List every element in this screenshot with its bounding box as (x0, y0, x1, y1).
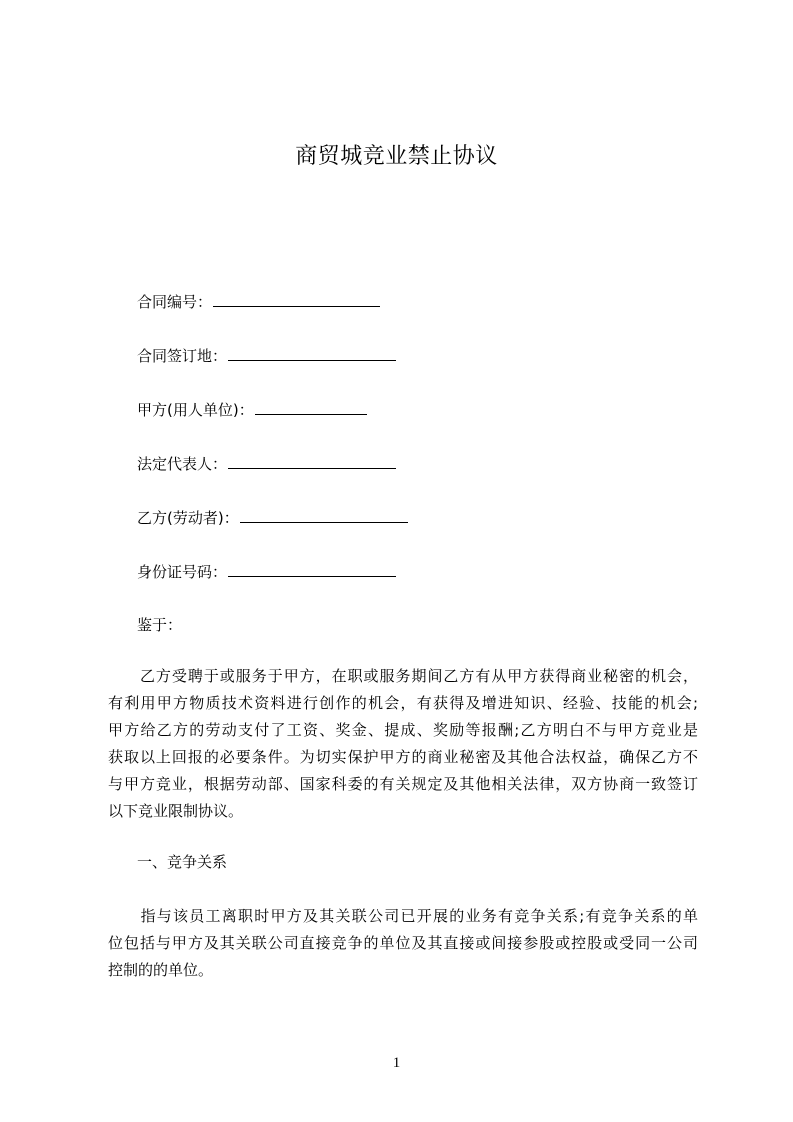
party-b-field (137, 507, 408, 529)
legal-representative-label: 法定代表人： (137, 455, 228, 473)
party-a-label: 甲方(用人单位)： (137, 401, 254, 419)
id-number-label: 身份证号码： (137, 563, 228, 581)
legal-representative-blank[interactable] (228, 454, 396, 469)
preamble-paragraph (108, 663, 698, 825)
document-title: 商贸城竞业禁止协议 (295, 144, 498, 169)
preamble-line: 乙方受聘于或服务于甲方，在职或服务期间乙方有从甲方获得商业秘密的机会， (108, 667, 698, 685)
section-1-heading: 一、竞争关系 (137, 853, 228, 871)
signing-place-blank[interactable] (228, 346, 396, 361)
preamble-line: 以下竞业限制协议。 (108, 802, 244, 820)
section-1-paragraph (108, 903, 698, 984)
id-number-field (137, 561, 396, 583)
whereas-label: 鉴于： (137, 616, 183, 634)
preamble-line: 获取以上回报的必要条件。为切实保护甲方的商业秘密及其他合法权益，确保乙方不 (108, 748, 698, 766)
section-1-line: 指与该员工离职时甲方及其关联公司已开展的业务有竞争关系;有竞争关系的单 (108, 907, 698, 925)
section-1-line: 控制的的单位。 (108, 961, 214, 979)
party-b-label: 乙方(劳动者)： (137, 509, 239, 527)
page-number: 1 (392, 1055, 401, 1071)
id-number-blank[interactable] (228, 562, 396, 577)
legal-representative-field (137, 453, 396, 475)
preamble-line: 与甲方竞业，根据劳动部、国家科委的有关规定及其他相关法律，双方协商一致签订 (108, 775, 698, 793)
preamble-line: 甲方给乙方的劳动支付了工资、奖金、提成、奖励等报酬;乙方明白不与甲方竞业是 (108, 721, 698, 739)
section-1-line: 位包括与甲方及其关联公司直接竞争的单位及其直接或间接参股或控股或受同一公司 (108, 934, 698, 952)
party-b-blank[interactable] (240, 508, 408, 523)
party-a-field (137, 399, 367, 421)
contract-number-field (137, 291, 380, 313)
party-a-blank[interactable] (255, 400, 367, 415)
signing-place-field (137, 345, 396, 367)
signing-place-label: 合同签订地： (137, 347, 228, 365)
contract-number-blank[interactable] (213, 292, 380, 307)
contract-number-label: 合同编号： (137, 293, 213, 311)
preamble-line: 有利用甲方物质技术资料进行创作的机会，有获得及增进知识、经验、技能的机会; (108, 694, 698, 712)
